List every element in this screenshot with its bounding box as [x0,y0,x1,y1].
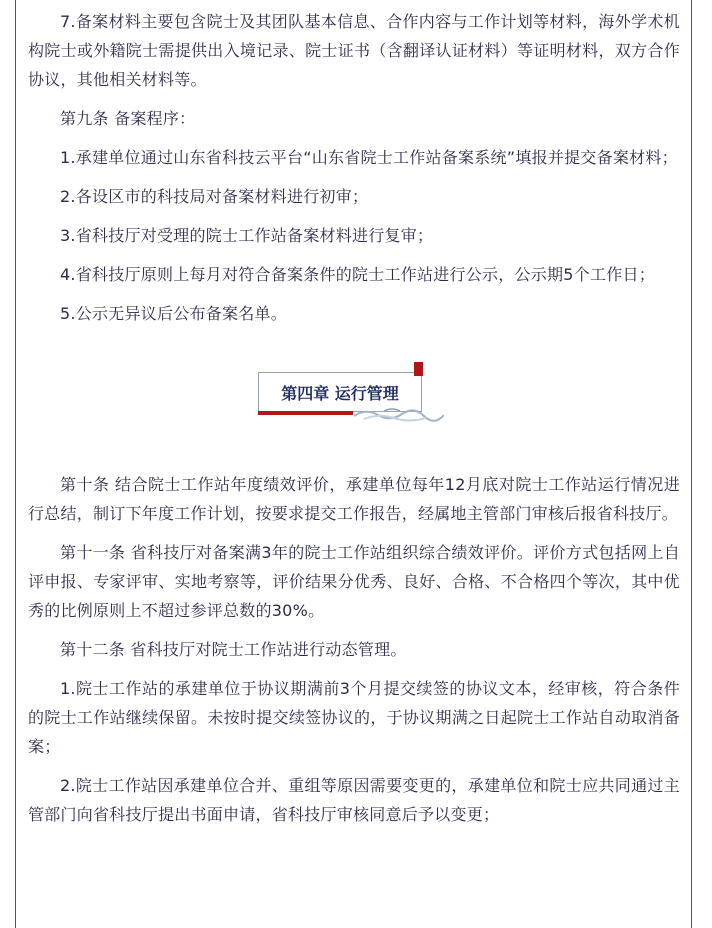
list-item: 5.公示无异议后公布备案名单。 [60,304,288,323]
article-10: 第十条 结合院士工作站年度绩效评价，承建单位每年12月底对院士工作站运行情况进行总结，制订下年度工作计划，按要求提交工作报告，经属地主管部门审核后报省科技厅。 [28,475,680,523]
list-item: 3.省科技厅对受理的院士工作站备案材料进行复审； [60,226,434,245]
list-item: 2.院士工作站因承建单位合并、重组等原因需要变更的，承建单位和院士应共同通过主管部门向省科技厅提出书面申请，省科技厅审核同意后予以变更； [28,776,680,824]
chapter-heading-title: 第四章 运行管理 [258,372,422,412]
article-9-title: 第九条 备案程序： [60,109,196,128]
list-item: 1.院士工作站的承建单位于协议期满前3个月提交续签的协议文本，经审核，符合条件的院士工作站继续保留。未按时提交续签协议的，于协议期满之日起院士工作站自动取消备案； [28,679,680,756]
list-item: 2.各设区市的科技局对备案材料进行初审； [60,187,369,206]
list-item: 4.省科技厅原则上每月对符合备案条件的院士工作站进行公示，公示期5个工作日； [60,265,655,284]
paragraph-material-requirements: 7.备案材料主要包含院士及其团队基本信息、合作内容与工作计划等材料，海外学术机构院士或外籍院士需提供出入境记录、院士证书（含翻译认证材料）等证明材料，双方合作协议，其他相关材料等。 [28,12,680,89]
list-item: 1.承建单位通过山东省科技云平台“山东省院士工作站备案系统”填报并提交备案材料； [60,148,678,167]
article-11: 第十一条 省科技厅对备案满3年的院士工作站组织综合绩效评价。评价方式包括网上自评申报、专家评审、实地考察等，评价结果分优秀、良好、合格、不合格四个等次，其中优秀的比例原则上不超过参评总数的30%。 [28,543,680,620]
chapter-heading [28,362,680,436]
heading-red-underline [258,411,353,415]
article-12-title: 第十二条 省科技厅对院士工作站进行动态管理。 [60,640,407,659]
wave-decoration-icon [354,406,444,422]
heading-red-tab [414,362,423,376]
document-body [28,7,680,839]
